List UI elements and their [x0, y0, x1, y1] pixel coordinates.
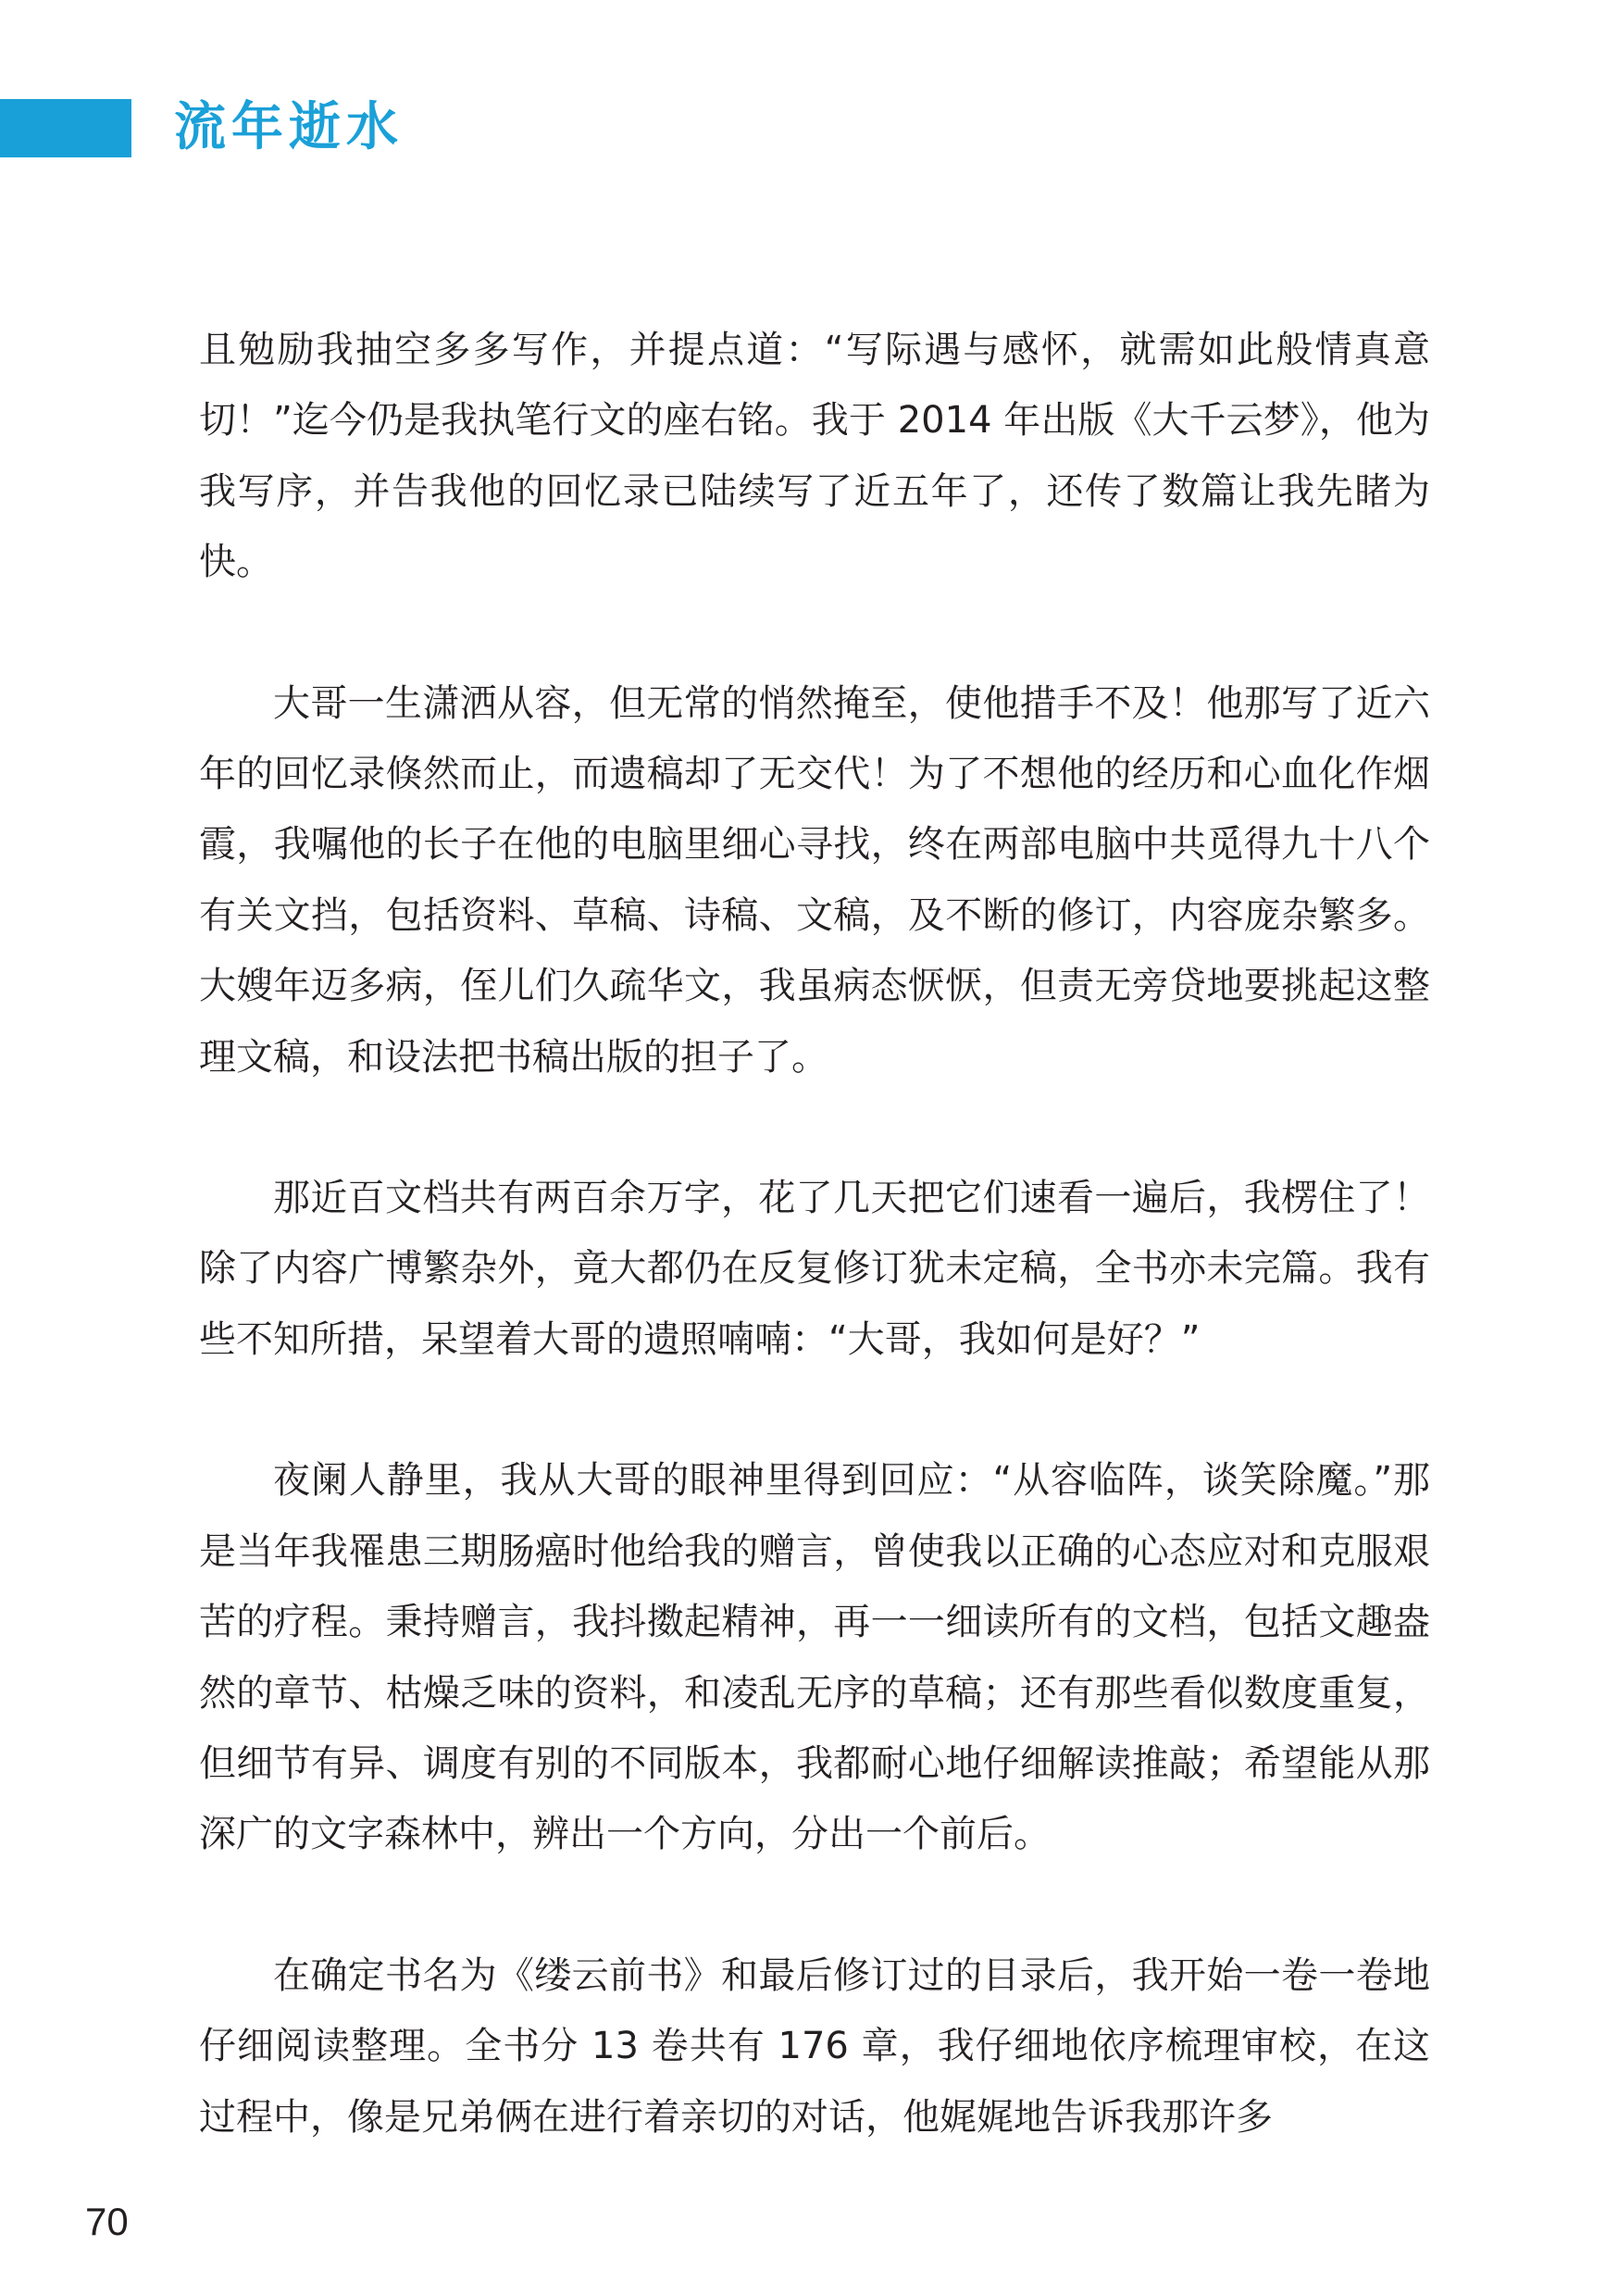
- paragraph-5: 在确定书名为《缕云前书》和最后修订过的目录后，我开始一卷一卷地仔细阅读整理。全书分 13 卷共有 176 章，我仔细地依序梳理审校，在这过程中，像是兄弟俩在进行着亲切的对话，他娓娓地告诉我那许多: [199, 1953, 1430, 2139]
- running-header-title: 流年逝水: [174, 97, 404, 157]
- header-accent-bar: [0, 99, 131, 157]
- paragraph-2: 大哥一生潇洒从容，但无常的悄然掩至，使他措手不及！他那写了近六年的回忆录倏然而止，而遗稿却了无交代！为了不想他的经历和心血化作烟霞，我嘱他的长子在他的电脑里细心寻找，终在两部电脑中共觅得九十八个有关文挡，包括资料、草稿、诗稿、文稿，及不断的修订，内容庞杂繁多。大嫂年迈多病，侄儿们久疏华文，我虽病态恹恹，但责无旁贷地要挑起这整理文稿，和设法把书稿出版的担子了。: [199, 681, 1430, 1079]
- paragraph-4: 夜阑人静里，我从大哥的眼神里得到回应：“从容临阵，谈笑除魔。”那是当年我罹患三期肠癌时他给我的赠言，曾使我以正确的心态应对和克服艰苦的疗程。秉持赠言，我抖擞起精神，再一一细读所有的文档，包括文趣盎然的章节、枯燥乏味的资料，和凌乱无序的草稿；还有那些看似数度重复，但细节有异、调度有别的不同版本，我都耐心地仔细解读推敲；希望能从那深广的文字森林中，辨出一个方向，分出一个前后。: [199, 1459, 1430, 1856]
- paragraph-3: 那近百文档共有两百余万字，花了几天把它们速看一遍后，我楞住了！除了内容广博繁杂外，竟大都仍在反复修订犹未定稿，全书亦未完篇。我有些不知所措，呆望着大哥的遗照喃喃：“大哥，我如何是好？”: [199, 1177, 1430, 1361]
- paragraph-1: 且勉励我抽空多多写作，并提点道：“写际遇与感怀，就需如此般情真意切！”迄今仍是我执笔行文的座右铭。我于 2014 年出版《大千云梦》，他为我写序，并告我他的回忆录已陆续写了近五年了，还传了数篇让我先睹为快。: [199, 329, 1430, 584]
- page-number: 70: [85, 2200, 129, 2243]
- body-text: [199, 315, 1430, 2152]
